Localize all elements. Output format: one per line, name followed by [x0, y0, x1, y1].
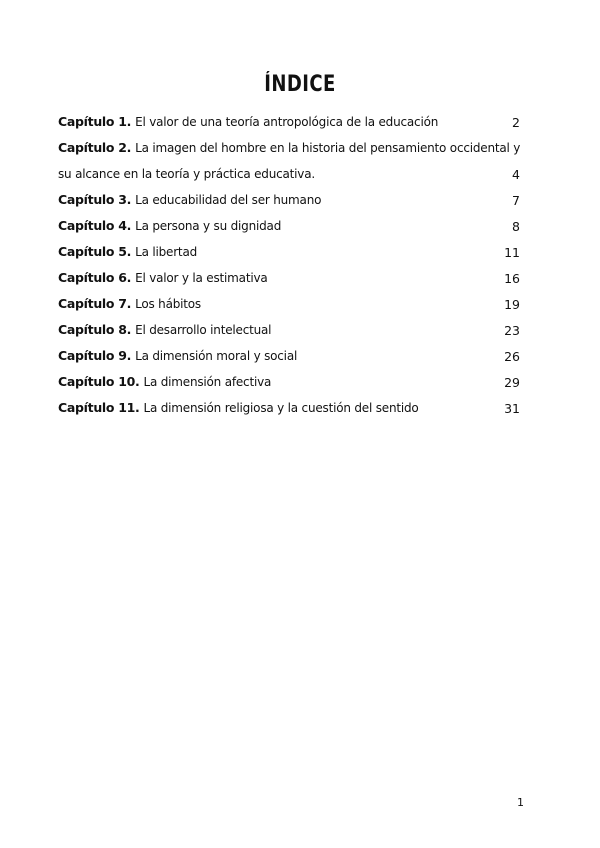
chapter-page-number: 29 — [504, 375, 520, 390]
chapter-label: Capítulo 2. — [58, 140, 132, 155]
chapter-label: Capítulo 3. — [58, 192, 132, 207]
table-of-contents — [58, 109, 528, 421]
toc-entry — [58, 317, 528, 343]
chapter-page-number: 19 — [504, 297, 520, 312]
toc-entry — [58, 291, 528, 317]
chapter-page-number: 8 — [512, 219, 520, 234]
chapter-title: La libertad — [135, 245, 198, 259]
chapter-label: Capítulo 7. — [58, 296, 132, 311]
chapter-title: El desarrollo intelectual — [135, 323, 272, 337]
chapter-label: Capítulo 8. — [58, 322, 132, 337]
chapter-title: La persona y su dignidad — [135, 219, 282, 233]
toc-entry — [58, 109, 528, 135]
chapter-page-number: 7 — [512, 193, 520, 208]
chapter-title: El valor de una teoría antropológica de la educación — [135, 115, 439, 129]
chapter-label: Capítulo 11. — [58, 400, 140, 415]
chapter-label: Capítulo 4. — [58, 218, 132, 233]
chapter-label: Capítulo 6. — [58, 270, 132, 285]
chapter-title: La educabilidad del ser humano — [135, 193, 322, 207]
chapter-label: Capítulo 10. — [58, 374, 140, 389]
chapter-title: La dimensión afectiva — [143, 375, 272, 389]
toc-entry — [58, 343, 528, 369]
toc-entry — [58, 395, 528, 421]
chapter-title: Los hábitos — [135, 297, 201, 311]
toc-entry — [58, 239, 528, 265]
toc-entry — [58, 187, 528, 213]
page-number: 1 — [517, 796, 524, 809]
toc-entry — [58, 369, 528, 395]
chapter-page-number: 23 — [504, 323, 520, 338]
chapter-label: Capítulo 9. — [58, 348, 132, 363]
page-title: ÍNDICE — [264, 72, 336, 97]
chapter-title: La dimensión moral y social — [135, 349, 298, 363]
toc-entry — [58, 213, 528, 239]
chapter-page-number: 31 — [504, 401, 520, 416]
chapter-page-number: 2 — [512, 115, 520, 130]
chapter-title: El valor y la estimativa — [135, 271, 268, 285]
chapter-label: Capítulo 5. — [58, 244, 132, 259]
toc-entry — [58, 265, 528, 291]
chapter-title: La imagen del hombre en la historia del pensamiento occidental y su alcance en la teoría y práctica educativa. — [58, 141, 521, 181]
chapter-label: Capítulo 1. — [58, 114, 132, 129]
chapter-page-number: 26 — [504, 349, 520, 364]
chapter-page-number: 4 — [512, 167, 520, 182]
chapter-page-number: 16 — [504, 271, 520, 286]
chapter-title: La dimensión religiosa y la cuestión del sentido — [143, 401, 419, 415]
chapter-page-number: 11 — [504, 245, 520, 260]
toc-entry — [58, 135, 528, 187]
